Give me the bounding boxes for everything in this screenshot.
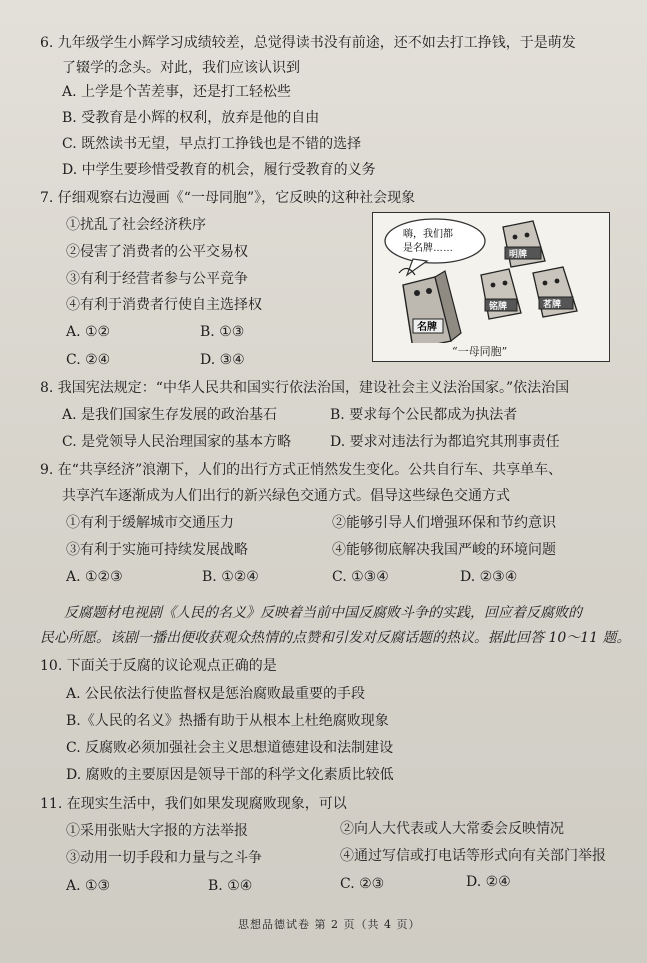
q11-stem: 11. 在现实生活中，我们如果发现腐败现象，可以 [40, 796, 347, 812]
q11-item-3: ③动用一切手段和力量与之斗争 [66, 850, 262, 866]
q11-option-a: A. ①③ [66, 878, 111, 894]
cartoon-caption: “一母同胞” [452, 345, 508, 358]
q6-option-b: B. 受教育是小辉的权利，放弃是他的自由 [62, 110, 320, 126]
q6-stem-line2: 了辍学的念头。对此，我们应该认识到 [62, 60, 300, 76]
q7-option-a: A. ①② [66, 324, 111, 340]
q8-option-d: D. 要求对违法行为都追究其刑事责任 [330, 434, 560, 450]
q7-stem: 7. 仔细观察右边漫画《“一母同胞”》，它反映的这种社会现象 [40, 190, 416, 206]
q8-option-c: C. 是党领导人民治理国家的基本方略 [62, 434, 292, 450]
q10-option-d: D. 腐败的主要原因是领导干部的科学文化素质比较低 [66, 767, 394, 783]
cartoon-drawing [373, 213, 609, 343]
q9-option-b: B. ①②④ [202, 569, 259, 585]
q7-item-4: ④有利于消费者行使自主选择权 [66, 297, 262, 313]
q10-option-c: C. 反腐败必须加强社会主义思想道德建设和法制建设 [66, 740, 394, 756]
q9-option-a: A. ①②③ [66, 569, 123, 585]
q8-option-b: B. 要求每个公民都成为执法者 [330, 407, 518, 423]
q9-item-3: ③有利于实施可持续发展战略 [66, 542, 248, 558]
q9-option-c: C. ①③④ [332, 569, 389, 585]
tag-top: 明牌 [509, 249, 528, 259]
bubble-line2: 是名牌…… [403, 243, 453, 254]
intro-line1: 反腐题材电视剧《人民的名义》反映着当前中国反腐败斗争的实践，回应着反腐败的 [64, 605, 582, 621]
q11-item-4: ④通过写信或打电话等形式向有关部门举报 [340, 848, 606, 864]
q6-option-c: C. 既然读书无望，早点打工挣钱也是不错的选择 [62, 136, 362, 152]
q6-stem-line1: 6. 九年级学生小辉学习成绩较差，总觉得读书没有前途，还不如去打工挣钱，于是萌发 [40, 35, 576, 51]
q9-stem-line2: 共享汽车逐渐成为人们出行的新兴绿色交通方式。倡导这些绿色交通方式 [62, 488, 510, 504]
intro-line2: 民心所愿。该剧一播出便收获观众热情的点赞和引发对反腐话题的热议。据此回答 10～11 题。 [40, 630, 631, 646]
tag-big: 名牌 [417, 322, 437, 333]
q7-option-c: C. ②④ [66, 352, 111, 368]
q7-item-3: ③有利于经营者参与公平竞争 [66, 271, 248, 287]
q11-item-2: ②向人大代表或人大常委会反映情况 [340, 821, 564, 837]
tag-right: 茗牌 [543, 299, 562, 309]
q9-item-2: ②能够引导人们增强环保和节约意识 [332, 515, 556, 531]
q10-option-a: A. 公民依法行使监督权是惩治腐败最重要的手段 [66, 686, 366, 702]
q7-option-b: B. ①③ [200, 324, 245, 340]
q7-option-d: D. ③④ [200, 352, 245, 368]
bubble-line1: 嗨，我们都 [403, 229, 453, 240]
page-footer: 思想品德试卷 第 2 页（共 4 页） [238, 918, 421, 931]
q8-option-a: A. 是我们国家生存发展的政治基石 [62, 407, 278, 423]
q9-option-d: D. ②③④ [460, 569, 518, 585]
q9-item-4: ④能够彻底解决我国严峻的环境问题 [332, 542, 556, 558]
q9-stem-line1: 9. 在“共享经济”浪潮下，人们的出行方式正悄然发生变化。公共自行车、共享单车、 [40, 462, 563, 478]
q11-option-b: B. ①④ [208, 878, 253, 894]
q10-stem: 10. 下面关于反腐的议论观点正确的是 [40, 658, 277, 674]
tag-left: 铭牌 [489, 301, 508, 311]
cartoon-image [372, 212, 610, 362]
q10-option-b: B.《人民的名义》热播有助于从根本上杜绝腐败现象 [66, 713, 389, 729]
q7-item-1: ①扰乱了社会经济秩序 [66, 217, 206, 233]
q11-item-1: ①采用张贴大字报的方法举报 [66, 823, 248, 839]
q6-option-a: A. 上学是个苦差事，还是打工轻松些 [62, 84, 292, 100]
q7-item-2: ②侵害了消费者的公平交易权 [66, 244, 248, 260]
q8-stem: 8. 我国宪法规定：“中华人民共和国实行依法治国，建设社会主义法治国家。”依法治国 [40, 380, 570, 396]
q11-option-d: D. ②④ [466, 874, 511, 890]
q9-item-1: ①有利于缓解城市交通压力 [66, 515, 234, 531]
q11-option-c: C. ②③ [340, 876, 385, 892]
q6-option-d: D. 中学生要珍惜受教育的机会，履行受教育的义务 [62, 162, 376, 178]
